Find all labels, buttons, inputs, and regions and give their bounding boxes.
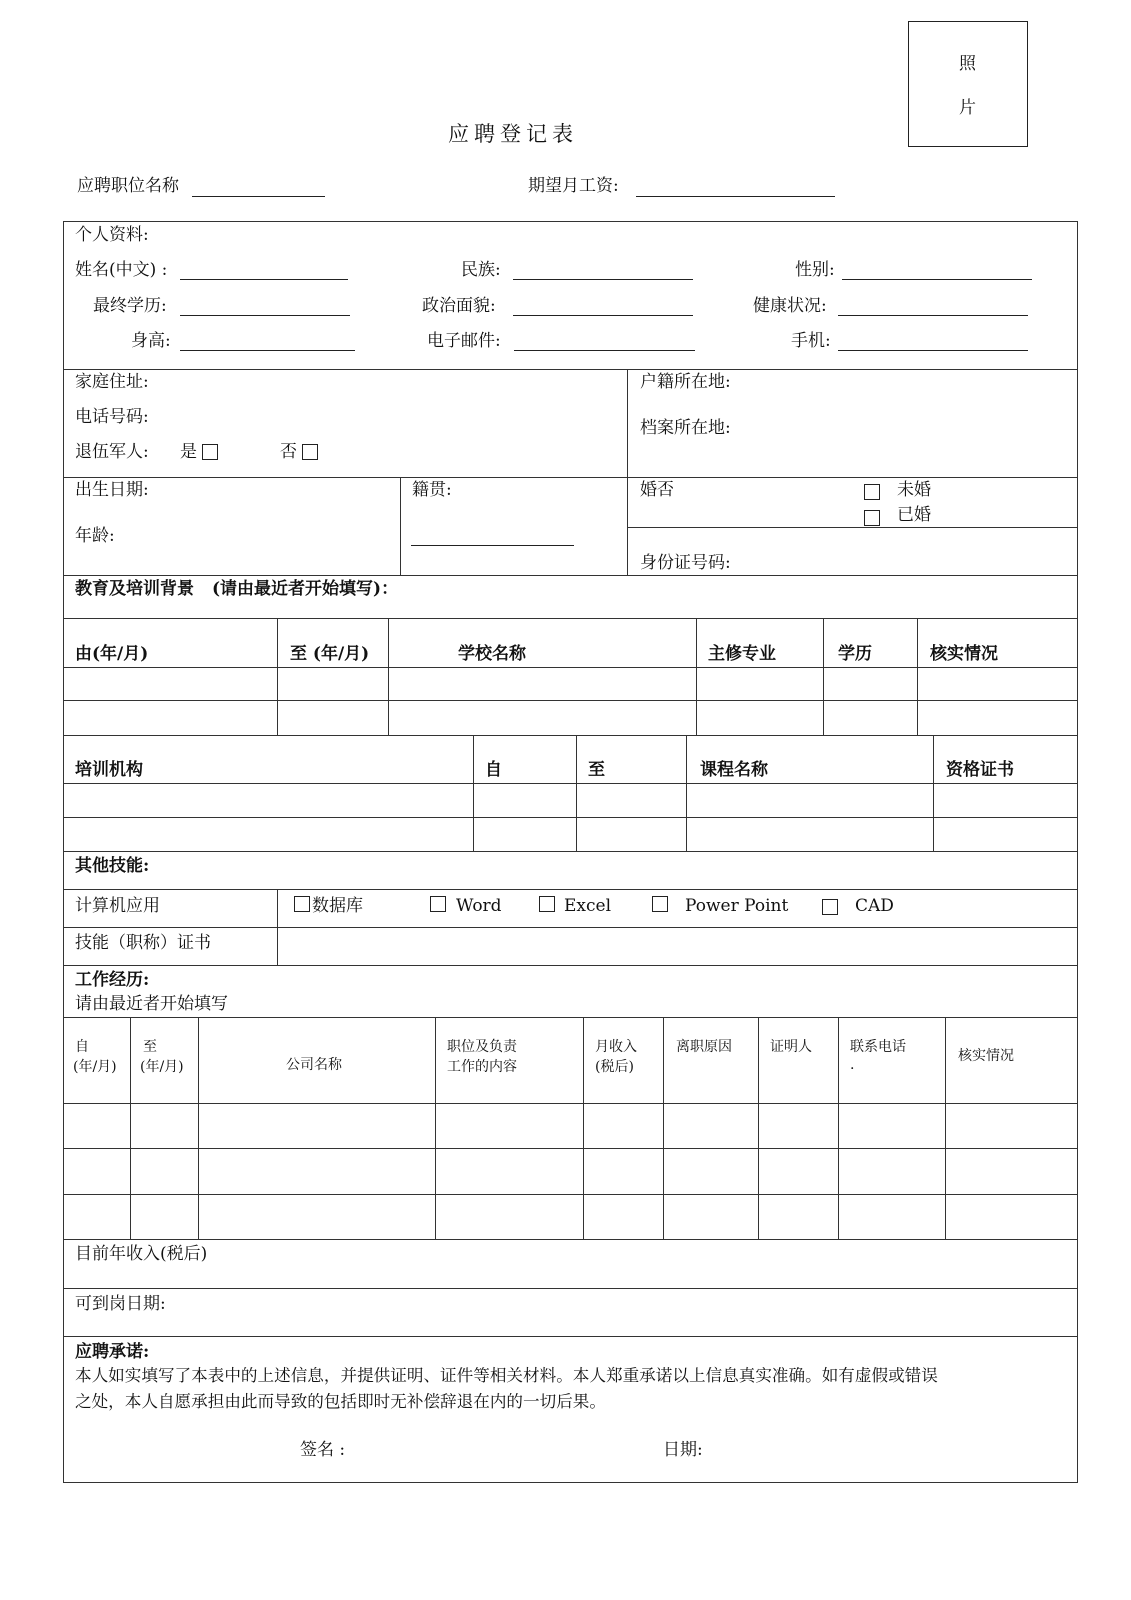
database-checkbox[interactable]: [294, 896, 310, 912]
col-divider: [277, 618, 278, 735]
col-divider: [696, 618, 697, 735]
row-divider: [63, 851, 1078, 852]
work-col-from: 自: [75, 1039, 89, 1055]
education-label: 最终学历:: [93, 296, 167, 316]
native-label: 籍贯:: [412, 480, 452, 500]
excel-checkbox[interactable]: [539, 896, 555, 912]
work-col-phone: 联系电话: [850, 1039, 906, 1055]
work-note: 请由最近者开始填写: [75, 994, 228, 1014]
col-divider: [583, 1017, 584, 1239]
name-field[interactable]: [180, 279, 348, 280]
col-divider: [758, 1017, 759, 1239]
unmarried-label: 未婚: [897, 480, 931, 500]
skills-heading: 其他技能:: [75, 856, 150, 876]
ethnicity-label: 民族:: [461, 260, 501, 280]
col-divider: [198, 1017, 199, 1239]
col-divider: [576, 735, 577, 851]
veteran-label: 退伍军人:: [75, 442, 149, 462]
train-col-institution: 培训机构: [75, 760, 143, 780]
row-divider: [63, 1148, 1078, 1149]
edu-col-verify: 核实情况: [930, 644, 998, 664]
row-divider: [63, 927, 1078, 928]
row-divider: [63, 1103, 1078, 1104]
row-divider: [63, 667, 1078, 668]
row-divider: [63, 1017, 1078, 1018]
height-label: 身高:: [131, 331, 171, 351]
edu-col-to: 至 (年/月): [290, 644, 370, 664]
col-divider: [686, 735, 687, 851]
edu-col-degree: 学历: [838, 644, 872, 664]
row-divider: [63, 700, 1078, 701]
date-label: 日期:: [663, 1440, 703, 1460]
gender-field[interactable]: [842, 279, 1032, 280]
work-col-to: 至: [143, 1039, 157, 1055]
computer-label: 计算机应用: [75, 896, 160, 916]
commitment-text-2: 之处，本人自愿承担由此而导致的包括即时无补偿辞退在内的一切后果。: [75, 1392, 606, 1411]
position-label: 应聘职位名称: [77, 176, 179, 196]
native-field[interactable]: [411, 545, 574, 546]
edu-col-school: 学校名称: [458, 644, 526, 664]
unmarried-checkbox[interactable]: [864, 484, 880, 500]
row-divider: [63, 1239, 1078, 1240]
powerpoint-checkbox[interactable]: [652, 896, 668, 912]
work-col-reason: 离职原因: [676, 1039, 732, 1055]
row-divider: [63, 817, 1078, 818]
col-divider: [473, 735, 474, 851]
commitment-heading: 应聘承诺:: [75, 1342, 150, 1362]
veteran-no-label: 否: [280, 442, 297, 462]
photo-label-2: 片: [959, 98, 976, 118]
veteran-yes-checkbox[interactable]: [202, 444, 218, 460]
cad-label: CAD: [855, 896, 894, 916]
education-field[interactable]: [180, 315, 350, 316]
height-field[interactable]: [180, 350, 355, 351]
work-col-phone-2: .: [850, 1057, 855, 1073]
commitment-text-1: 本人如实填写了本表中的上述信息，并提供证明、证件等相关材料。本人郑重承诺以上信息真实准确。如有虚假或错误: [75, 1366, 938, 1385]
excel-label: Excel: [564, 896, 612, 916]
row-divider: [63, 1336, 1078, 1337]
row-divider: [63, 889, 1078, 890]
col-divider: [838, 1017, 839, 1239]
health-field[interactable]: [838, 315, 1028, 316]
work-col-verify: 核实情况: [958, 1048, 1014, 1064]
col-divider: [277, 889, 278, 965]
train-col-course: 课程名称: [700, 760, 768, 780]
form-frame: [63, 221, 1078, 1483]
hukou-label: 户籍所在地:: [640, 372, 731, 392]
ethnicity-field[interactable]: [513, 279, 693, 280]
row-divider: [63, 735, 1078, 736]
mobile-label: 手机:: [791, 331, 831, 351]
col-divider: [627, 369, 628, 575]
row-divider: [63, 1194, 1078, 1195]
certificate-label: 技能（职称）证书: [75, 933, 211, 953]
word-label: Word: [456, 896, 502, 916]
veteran-yes-label: 是: [180, 442, 197, 462]
age-label: 年龄:: [75, 526, 115, 546]
row-divider: [63, 1288, 1078, 1289]
col-divider: [435, 1017, 436, 1239]
position-field[interactable]: [192, 196, 325, 197]
row-divider: [63, 575, 1078, 576]
political-field[interactable]: [513, 315, 693, 316]
powerpoint-label: Power Point: [685, 896, 789, 916]
salary-field[interactable]: [636, 196, 835, 197]
col-divider: [130, 1017, 131, 1239]
signature-label: 签名 :: [300, 1440, 346, 1460]
train-col-from: 自: [485, 760, 502, 780]
cad-checkbox[interactable]: [822, 899, 838, 915]
home-address-label: 家庭住址:: [75, 372, 149, 392]
work-col-position: 职位及负责: [447, 1039, 517, 1055]
train-col-to: 至: [588, 760, 605, 780]
database-label: 数据库: [312, 896, 363, 916]
edu-col-major: 主修专业: [708, 644, 776, 664]
photo-label-1: 照: [959, 54, 976, 74]
email-label: 电子邮件:: [427, 331, 501, 351]
edu-col-from: 由(年/月): [75, 644, 149, 664]
work-col-position-2: 工作的内容: [447, 1059, 517, 1075]
income-label: 目前年收入(税后): [75, 1244, 208, 1264]
archive-label: 档案所在地:: [640, 418, 731, 438]
veteran-no-checkbox[interactable]: [302, 444, 318, 460]
married-checkbox[interactable]: [864, 510, 880, 526]
work-col-from-unit: (年/月): [73, 1059, 117, 1075]
row-divider: [63, 618, 1078, 619]
work-col-income-2: (税后): [595, 1059, 634, 1075]
personal-heading: 个人资料:: [75, 225, 149, 245]
gender-label: 性别:: [795, 260, 835, 280]
mobile-field[interactable]: [838, 350, 1028, 351]
work-col-to-unit: (年/月): [140, 1059, 184, 1075]
row-divider: [63, 369, 1078, 370]
row-divider: [63, 477, 1078, 478]
married-label: 已婚: [897, 505, 931, 525]
available-label: 可到岗日期:: [75, 1294, 166, 1314]
education-note: (请由最近者开始填写)：: [212, 579, 399, 599]
health-label: 健康状况:: [753, 296, 827, 316]
col-divider: [945, 1017, 946, 1239]
education-heading: 教育及培训背景: [75, 579, 194, 599]
row-divider: [63, 965, 1078, 966]
work-heading: 工作经历:: [75, 970, 150, 990]
page-title: 应聘登记表: [448, 122, 578, 146]
word-checkbox[interactable]: [430, 896, 446, 912]
col-divider: [388, 618, 389, 735]
id-number-label: 身份证号码:: [640, 553, 731, 573]
salary-label: 期望月工资:: [528, 176, 619, 196]
row-divider: [627, 527, 1078, 528]
photo-box: [908, 21, 1028, 147]
col-divider: [933, 735, 934, 851]
col-divider: [400, 477, 401, 575]
political-label: 政治面貌:: [422, 296, 496, 316]
train-col-certificate: 资格证书: [946, 760, 1014, 780]
col-divider: [663, 1017, 664, 1239]
name-label: 姓名(中文) :: [75, 260, 168, 280]
col-divider: [917, 618, 918, 735]
row-divider: [63, 783, 1078, 784]
col-divider: [823, 618, 824, 735]
phone-label: 电话号码:: [75, 407, 149, 427]
work-col-reference: 证明人: [770, 1039, 812, 1055]
birthday-label: 出生日期:: [75, 480, 149, 500]
work-col-income: 月收入: [595, 1039, 637, 1055]
work-col-company: 公司名称: [286, 1057, 342, 1073]
email-field[interactable]: [514, 350, 695, 351]
marriage-label: 婚否: [640, 480, 674, 500]
